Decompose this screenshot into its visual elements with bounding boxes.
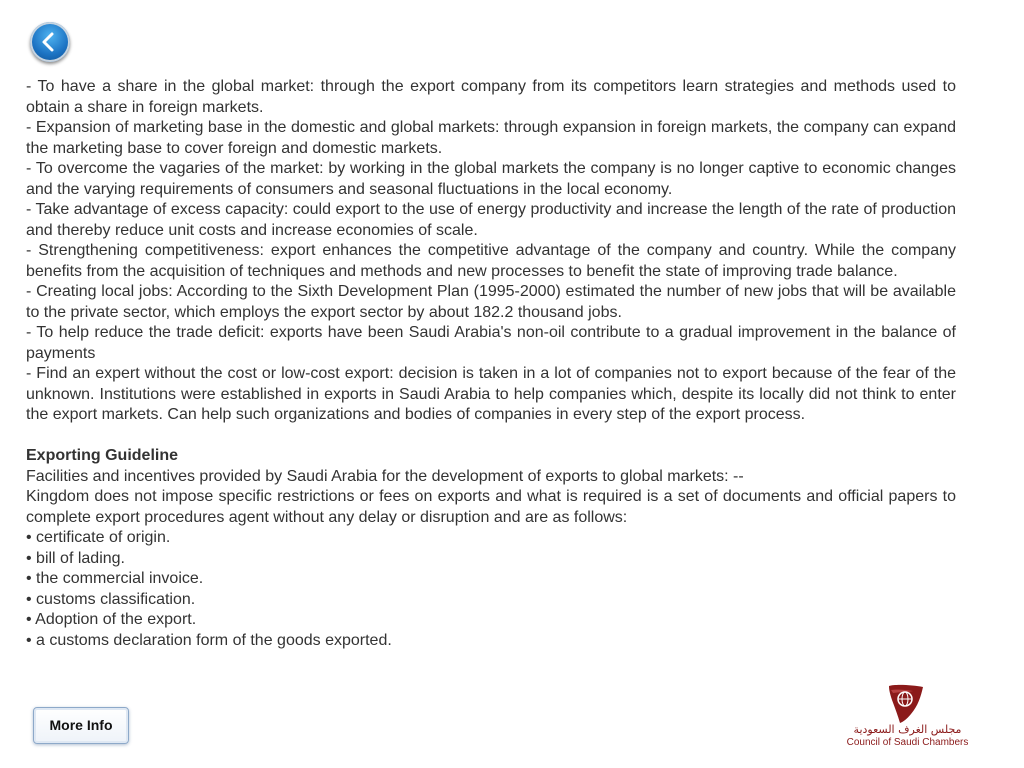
list-item-customs-declaration: • a customs declaration form of the goods exported. [26,631,392,649]
guideline-intro: Facilities and incentives provided by Saudi Arabia for the development of exports to global markets: -- [26,467,744,485]
main-content [26,77,956,651]
paragraph-global-market-share: - To have a share in the global market: through the export company from its competitors learn strategies and methods used to obtain a share in foreign markets. [26,78,956,116]
list-item-certificate-of-origin: • certificate of origin. [26,529,171,546]
paragraph-market-vagaries: - To overcome the vagaries of the market: by working in the global markets the company is no longer captive to economic changes and the varying requirements of consumers and seasonal fluctuations in the local economy. [26,160,956,198]
logo-arabic-text: مجلس الغرف السعودية [853,723,962,736]
list-item-commercial-invoice: • the commercial invoice. [26,570,204,587]
paragraph-competitiveness: - Strengthening competitiveness: export enhances the competitive advantage of the company and country. While the company benefits from the acquisition of techniques and methods and new processes to benefit the state of improving trade balance. [26,242,956,280]
back-arrow-icon [30,22,70,62]
paragraph-expert: - Find an expert without the cost or low-cost export: decision is taken in a lot of companies not to export because of the fear of the unknown. Institutions were established in exports in Saudi Arabia to help companies which, despite its locally did not think to enter the export markets. Can help such organizations and bodies of companies in every step of the export process. [26,365,956,423]
list-item-adoption-of-export: • Adoption of the export. [26,611,197,628]
council-of-saudi-chambers-logo [845,682,970,752]
guideline-description: Kingdom does not impose specific restrictions or fees on exports and what is required is a set of documents and official papers to complete export procedures agent without any delay or disruption and are as follows: [26,488,956,526]
section-heading: Exporting Guideline [26,447,179,464]
list-item-bill-of-lading: • bill of lading. [26,549,125,567]
logo-english-text: Council of Saudi Chambers [846,737,969,748]
paragraph-trade-deficit: - To help reduce the trade deficit: exports have been Saudi Arabia's non-oil contribute to a gradual improvement in the balance of payments [26,324,956,362]
section-spacer [26,426,956,447]
back-button[interactable] [30,22,70,62]
list-item-customs-classification: • customs classification. [26,590,196,608]
logo-emblem-icon [883,682,927,724]
paragraph-marketing-base: - Expansion of marketing base in the domestic and global markets: through expansion in foreign markets, the company can expand the marketing base to cover foreign and domestic markets. [26,119,956,157]
paragraph-local-jobs: - Creating local jobs: According to the Sixth Development Plan (1995-2000) estimated the number of new jobs that will be available to the private sector, which employs the export sector by about 182.2 thousand jobs. [26,283,956,321]
paragraph-excess-capacity: - Take advantage of excess capacity: could export to the use of energy productivity and increase the length of the rate of production and thereby reduce unit costs and increase economies of scale. [26,201,956,239]
more-info-button[interactable]: More Info [33,707,129,744]
